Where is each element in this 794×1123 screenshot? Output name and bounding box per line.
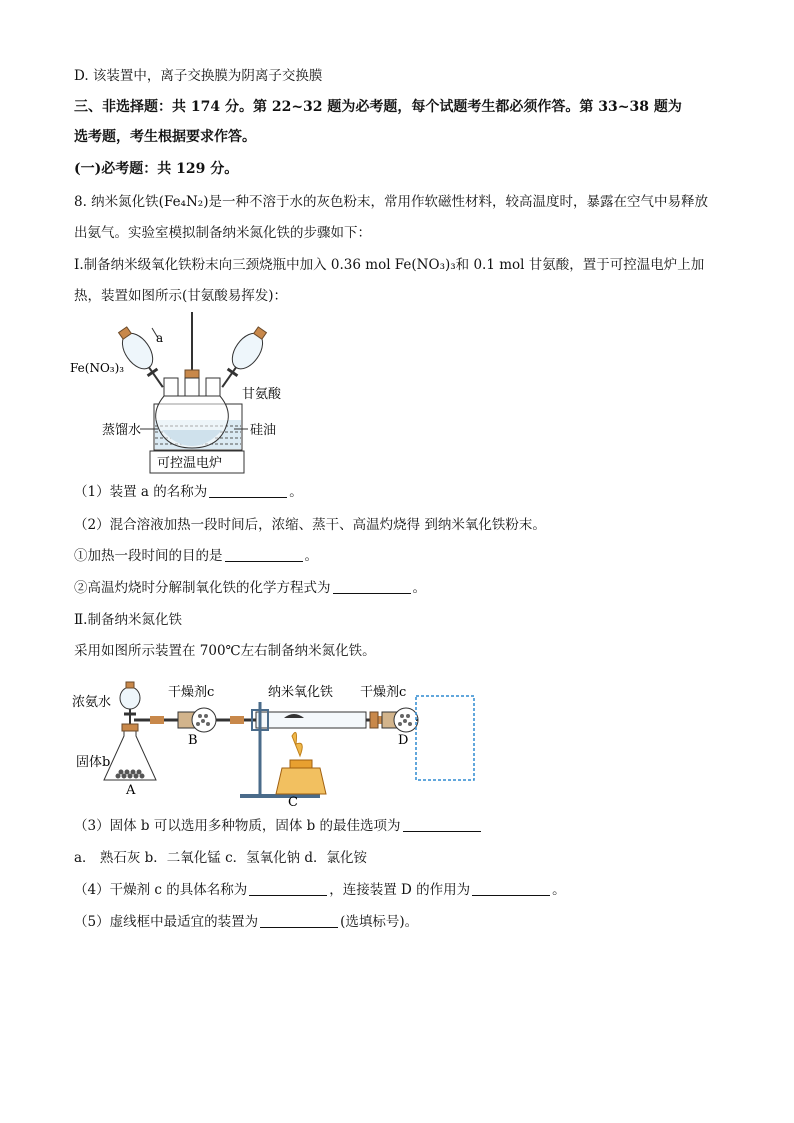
question-3-options: a． 熟石灰 b．二氧化锰 c．氢氧化钠 d．氯化铵	[74, 850, 368, 866]
answer-blank-1[interactable]	[209, 483, 287, 498]
dashed-box	[416, 696, 474, 780]
flask-neck-left	[164, 378, 178, 396]
answer-blank-5[interactable]	[260, 913, 338, 928]
step-2-text: 采用如图所示装置在 700℃左右制备纳米氮化铁。	[74, 643, 376, 659]
question-4-end: 。	[552, 882, 566, 898]
step-1-text-cont: 热，装置如图所示(甘氨酸易挥发)：	[74, 288, 288, 304]
question-5-end: (选填标号)。	[340, 914, 419, 930]
label-ammonia: 浓氨水	[72, 695, 112, 710]
question-4-mid: ，连接装置 D 的作用为	[329, 882, 471, 898]
label-nano-iron-oxide: 纳米氧化铁	[268, 685, 334, 700]
alcohol-lamp	[276, 768, 326, 794]
answer-blank-4a[interactable]	[249, 881, 327, 896]
question-2b-end: 。	[412, 580, 426, 596]
question-2b-text: ②高温灼烧时分解制氧化铁的化学方程式为	[74, 580, 331, 596]
label-B: B	[188, 733, 198, 748]
conical-flask	[104, 728, 156, 780]
flame	[292, 732, 302, 756]
required-heading: (一)必考题：共 129 分。	[74, 161, 239, 177]
question-2b	[74, 578, 426, 598]
question-1-text: （1）装置 a 的名称为	[74, 484, 208, 500]
question-5-text: （5）虚线框中最适宜的装置为	[74, 914, 259, 930]
dropping-funnel-right	[212, 323, 272, 394]
label-distilled-water: 蒸馏水	[102, 423, 142, 438]
flask-neck-center	[185, 378, 199, 396]
question-5	[74, 912, 418, 932]
question-2a-text: ①加热一段时间的目的是	[74, 548, 223, 564]
step-1-text: Ⅰ.制备纳米级氧化铁粉末向三颈烧瓶中加入 0.36 mol Fe(NO₃)₃和 0.1 mol 甘氨酸，置于可控温电炉上加	[74, 257, 705, 273]
reaction-tube	[256, 712, 366, 728]
step-2-heading: Ⅱ.制备纳米氮化铁	[74, 612, 182, 628]
question-4	[74, 880, 566, 900]
label-glycine: 甘氨酸	[242, 387, 282, 402]
question-1	[74, 482, 303, 502]
separatory-funnel	[120, 687, 140, 709]
section-heading-cont: 选考题，考生根据要求作答。	[74, 129, 256, 145]
label-D: D	[398, 733, 409, 748]
answer-blank-2b[interactable]	[333, 579, 411, 594]
label-desiccant-1: 干燥剂c	[168, 685, 215, 700]
label-furnace: 可控温电炉	[157, 456, 223, 471]
section-heading: 三、非选择题：共 174 分。第 22~32 题为必考题，每个试题考生都必须作答。第 33~38 题为	[74, 99, 682, 115]
answer-blank-3[interactable]	[403, 817, 481, 832]
label-C: C	[288, 795, 298, 806]
question-4-text: （4）干燥剂 c 的具体名称为	[74, 882, 248, 898]
label-solid-b: 固体b	[76, 755, 111, 770]
question-2a-end: 。	[304, 548, 318, 564]
label-fe-nitrate: Fe(NO₃)₃	[70, 361, 125, 375]
question-2: （2）混合溶液加热一段时间后，浓缩、蒸干、高温灼烧得 到纳米氧化铁粉末。	[74, 517, 546, 533]
question-3	[74, 816, 483, 836]
answer-blank-2a[interactable]	[225, 547, 303, 562]
label-A: A	[126, 783, 136, 798]
burner-nozzle	[290, 760, 312, 768]
question-2a	[74, 546, 318, 566]
nitriding-apparatus-figure	[70, 674, 480, 806]
label-desiccant-2: 干燥剂c	[360, 685, 407, 700]
question-8-stem: 8. 纳米氮化铁(Fe₄N₂)是一种不溶于水的灰色粉末，常用作软磁性材料，较高温度时，暴露在空气中易释放	[74, 194, 708, 210]
question-8-stem-cont: 出氨气。实验室模拟制备纳米氮化铁的步骤如下：	[74, 225, 371, 241]
label-a: a	[156, 331, 164, 345]
option-d: D. 该装置中，离子交换膜为阴离子交换膜	[74, 68, 323, 84]
question-3-text: （3）固体 b 可以选用多种物质，固体 b 的最佳选项为	[74, 818, 401, 834]
flask-apparatus-figure	[66, 308, 306, 478]
label-silicone-oil: 硅油	[250, 423, 277, 438]
question-1-end: 。	[289, 484, 303, 500]
answer-blank-4b[interactable]	[472, 881, 550, 896]
flask-neck-right	[206, 378, 220, 396]
